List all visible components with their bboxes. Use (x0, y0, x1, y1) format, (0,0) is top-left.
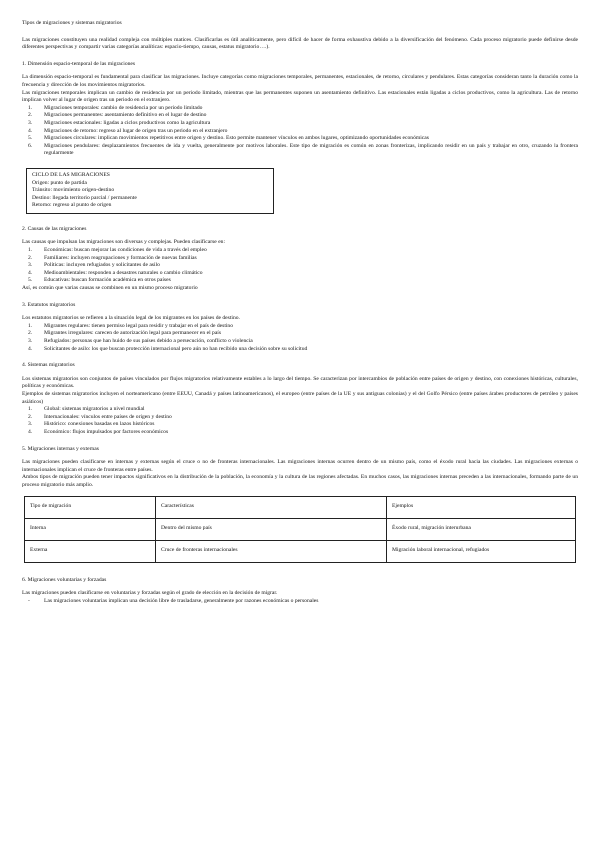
section-6-heading: 6. Migraciones voluntarias y forzadas (22, 576, 107, 583)
section-5-paragraph-2: Ambos tipos de migración pueden tener impactos significativos en la distribución de la población, la economía y la cultura de las regiones afectadas. En muchos casos, las migraciones internas preceden a las internacionales, formando parte de un proceso migratorio más amplio. (22, 474, 578, 488)
migration-cycle-line: Tránsito: movimiento origen-destino (32, 187, 115, 194)
list-item: 2. Migrantes irregulares: carecen de autorización legal para permanecer en el país (28, 330, 222, 337)
list-item: 4. Económico: flujos impulsados por factores económicos (28, 428, 169, 435)
list-item: 6. Migraciones pendulares: desplazamientos frecuentes de ida y vuelta, generalmente por motivos laborales. Este tipo de migración es común en zonas fronterizas, implicando residir en un país y trabajar en otro, cruzando la frontera regularmente (28, 142, 578, 157)
list-item: 2. Familiares: incluyen reagrupaciones y formación de nuevas familias (28, 254, 197, 261)
section-1-paragraph-2: Las migraciones temporales implican un cambio de residencia por un periodo limitado, mientras que las permanentes suponen un asentamiento definitivo. Las estacionales están ligadas a ciclos productivos, como la agricultura. Las de retorno implican volver al lugar de origen tras un periodo en el extranjero. (22, 89, 578, 104)
section-4-paragraph-1: Los sistemas migratorios son conjuntos de países vinculados por flujos migratorios relativamente estables a lo largo del tiempo. Se caracterizan por intercambios de población entre países de origen y destino, con conexiones históricas, culturales, políticas y económicas. (22, 375, 578, 390)
section-4-heading: 4. Sistemas migratorios (22, 362, 75, 369)
document-page (22, 20, 578, 605)
table-cell: Externa (25, 540, 156, 562)
section-4-paragraph-2: Ejemplos de sistemas migratorios incluyen el norteamericano (entre EEUU, Canadá y países latinoamericanos), el europeo (entre países de la UE y sus antiguas colonias) y el del Golfo Pérsico (entre países árabes productores de petróleo y países asiáticos) (22, 390, 578, 405)
intro-paragraph: Las migraciones constituyen una realidad compleja con múltiples matices. Clasificarlas es útil analíticamente, pero difícil de hacer de forma exhaustiva debido a la diversificación del fenómeno. Cada proceso migratorio puede definirse desde diferentes perspectivas y compartir varias categorías analíticas: espacio-tiempo, causas, estatus migratorio….). (22, 36, 578, 51)
list-item: 4. Medioambientales: responden a desastres naturales o cambio climático (28, 269, 203, 276)
section-5-paragraph-1: Las migraciones pueden clasificarse en internas y externas según el cruce o no de fronteras internacionales. Las migraciones internas ocurren dentro de un mismo país, como el éxodo rural hacia las ciudades. Las migraciones externas o internacionales implican el cruce de fronteras entre países. (22, 459, 578, 473)
section-3-heading: 3. Estatutos migratorios (22, 301, 76, 308)
list-item: 3. Políticas: incluyen refugiados y solicitantes de asilo (28, 262, 160, 269)
table-cell: Migración laboral internacional, refugiados (387, 540, 576, 562)
section-2-paragraph-2: Así, es común que varias causas se combinen en un mismo proceso migratorio (22, 285, 198, 292)
migration-cycle-line: Origen: punto de partida (32, 179, 87, 186)
table-header-row (25, 496, 576, 518)
list-item: 3. Refugiados: personas que han huido de sus países debido a persecución, conflicto o violencia (28, 338, 253, 344)
table-header-cell: Tipo de migración (25, 496, 156, 518)
list-item: 5. Migraciones circulares: implican movimientos repetitivos entre origen y destino. Esto permite mantener vínculos en ambos lugares, optimizando oportunidades económicas (28, 135, 429, 142)
table-cell: Éxodo rural, migración interurbana (387, 518, 576, 540)
table-header-cell: Ejemplos (387, 496, 576, 518)
table-header-cell: Características (156, 496, 387, 518)
list-item: 4. Migraciones de retorno: regreso al lugar de origen tras un periodo en el extranjero (28, 127, 228, 134)
migration-cycle-title: CICLO DE LAS MIGRACIONES (32, 171, 110, 178)
section-3-paragraph-1: Los estatutos migratorios se refieren a la situación legal de los migrantes en los países de destino. (22, 315, 240, 322)
list-item: 1. Económicas: buscan mejorar las condiciones de vida a través del empleo (28, 247, 207, 254)
list-item: 5. Educativas: buscan formación académica en otros países (28, 277, 171, 284)
section-1-list (22, 105, 578, 158)
list-item: 2. Migraciones permanentes: asentamiento definitivo en el lugar de destino (28, 112, 207, 119)
table-cell: Interna (25, 518, 156, 540)
section-2-list (22, 247, 578, 285)
list-item: 1. Migraciones temporales: cambio de residencia por un periodo limitado (28, 104, 203, 111)
list-item: 3. Migraciones estacionales: ligadas a ciclos productivos como la agricultura (28, 119, 211, 126)
migration-cycle-line: Destino: llegada territorio parcial / permanente (32, 194, 137, 201)
list-item: 2. Internacionales: vínculos entre países de origen y destino (28, 413, 172, 420)
list-item: - Las migraciones voluntarias implican una decisión libre de trasladarse, generalmente por razones económicas o personales (28, 597, 319, 604)
list-item: 4. Solicitantes de asilo: los que buscan protección internacional pero aún no han recibido una decisión sobre su solicitud (28, 345, 308, 352)
section-2-paragraph-1: Las causas que impulsan las migraciones son diversas y complejas. Pueden clasificarse en: (22, 239, 226, 246)
list-item: 1. Global: sistemas migratorios a nivel mundial (28, 406, 145, 413)
migration-types-table (24, 496, 576, 563)
section-4-list (22, 406, 578, 436)
list-item: 3. Histórico: conexiones basadas en lazos históricos (28, 421, 155, 428)
section-6-paragraph-1: Las migraciones pueden clasificarse en voluntarias y forzadas según el grado de elección en la decisión de migrar. (22, 590, 278, 597)
migration-cycle-line: Retorno: regreso al punto de origen (32, 202, 112, 209)
table-row (25, 540, 576, 562)
list-item: 1. Migrantes regulares: tienen permiso legal para residir y trabajar en el país de destino (28, 322, 234, 329)
section-5-heading: 5. Migraciones internas y externas (22, 445, 99, 452)
document-title: Tipos de migraciones y sistemas migratorios (22, 20, 122, 26)
table-row (25, 518, 576, 540)
table-cell: Cruce de fronteras internacionales (156, 540, 387, 562)
migration-cycle-box (26, 168, 274, 214)
section-3-list (22, 323, 578, 353)
table-cell: Dentro del mismo país (156, 518, 387, 540)
section-2-heading: 2. Causas de las migraciones (22, 225, 87, 232)
section-1-heading: 1. Dimensión espacio-temporal de las migraciones (22, 60, 136, 67)
section-1-paragraph-1: La dimensión espacio-temporal es fundamental para clasificar las migraciones. Incluye categorías como migraciones temporales, permanentes, estacionales, de retorno, circulares y pendulares. Estas categorías consideran tanto la duración como la frecuencia y dirección de los movimientos migratorios. (22, 74, 578, 88)
section-6-list (22, 598, 578, 606)
